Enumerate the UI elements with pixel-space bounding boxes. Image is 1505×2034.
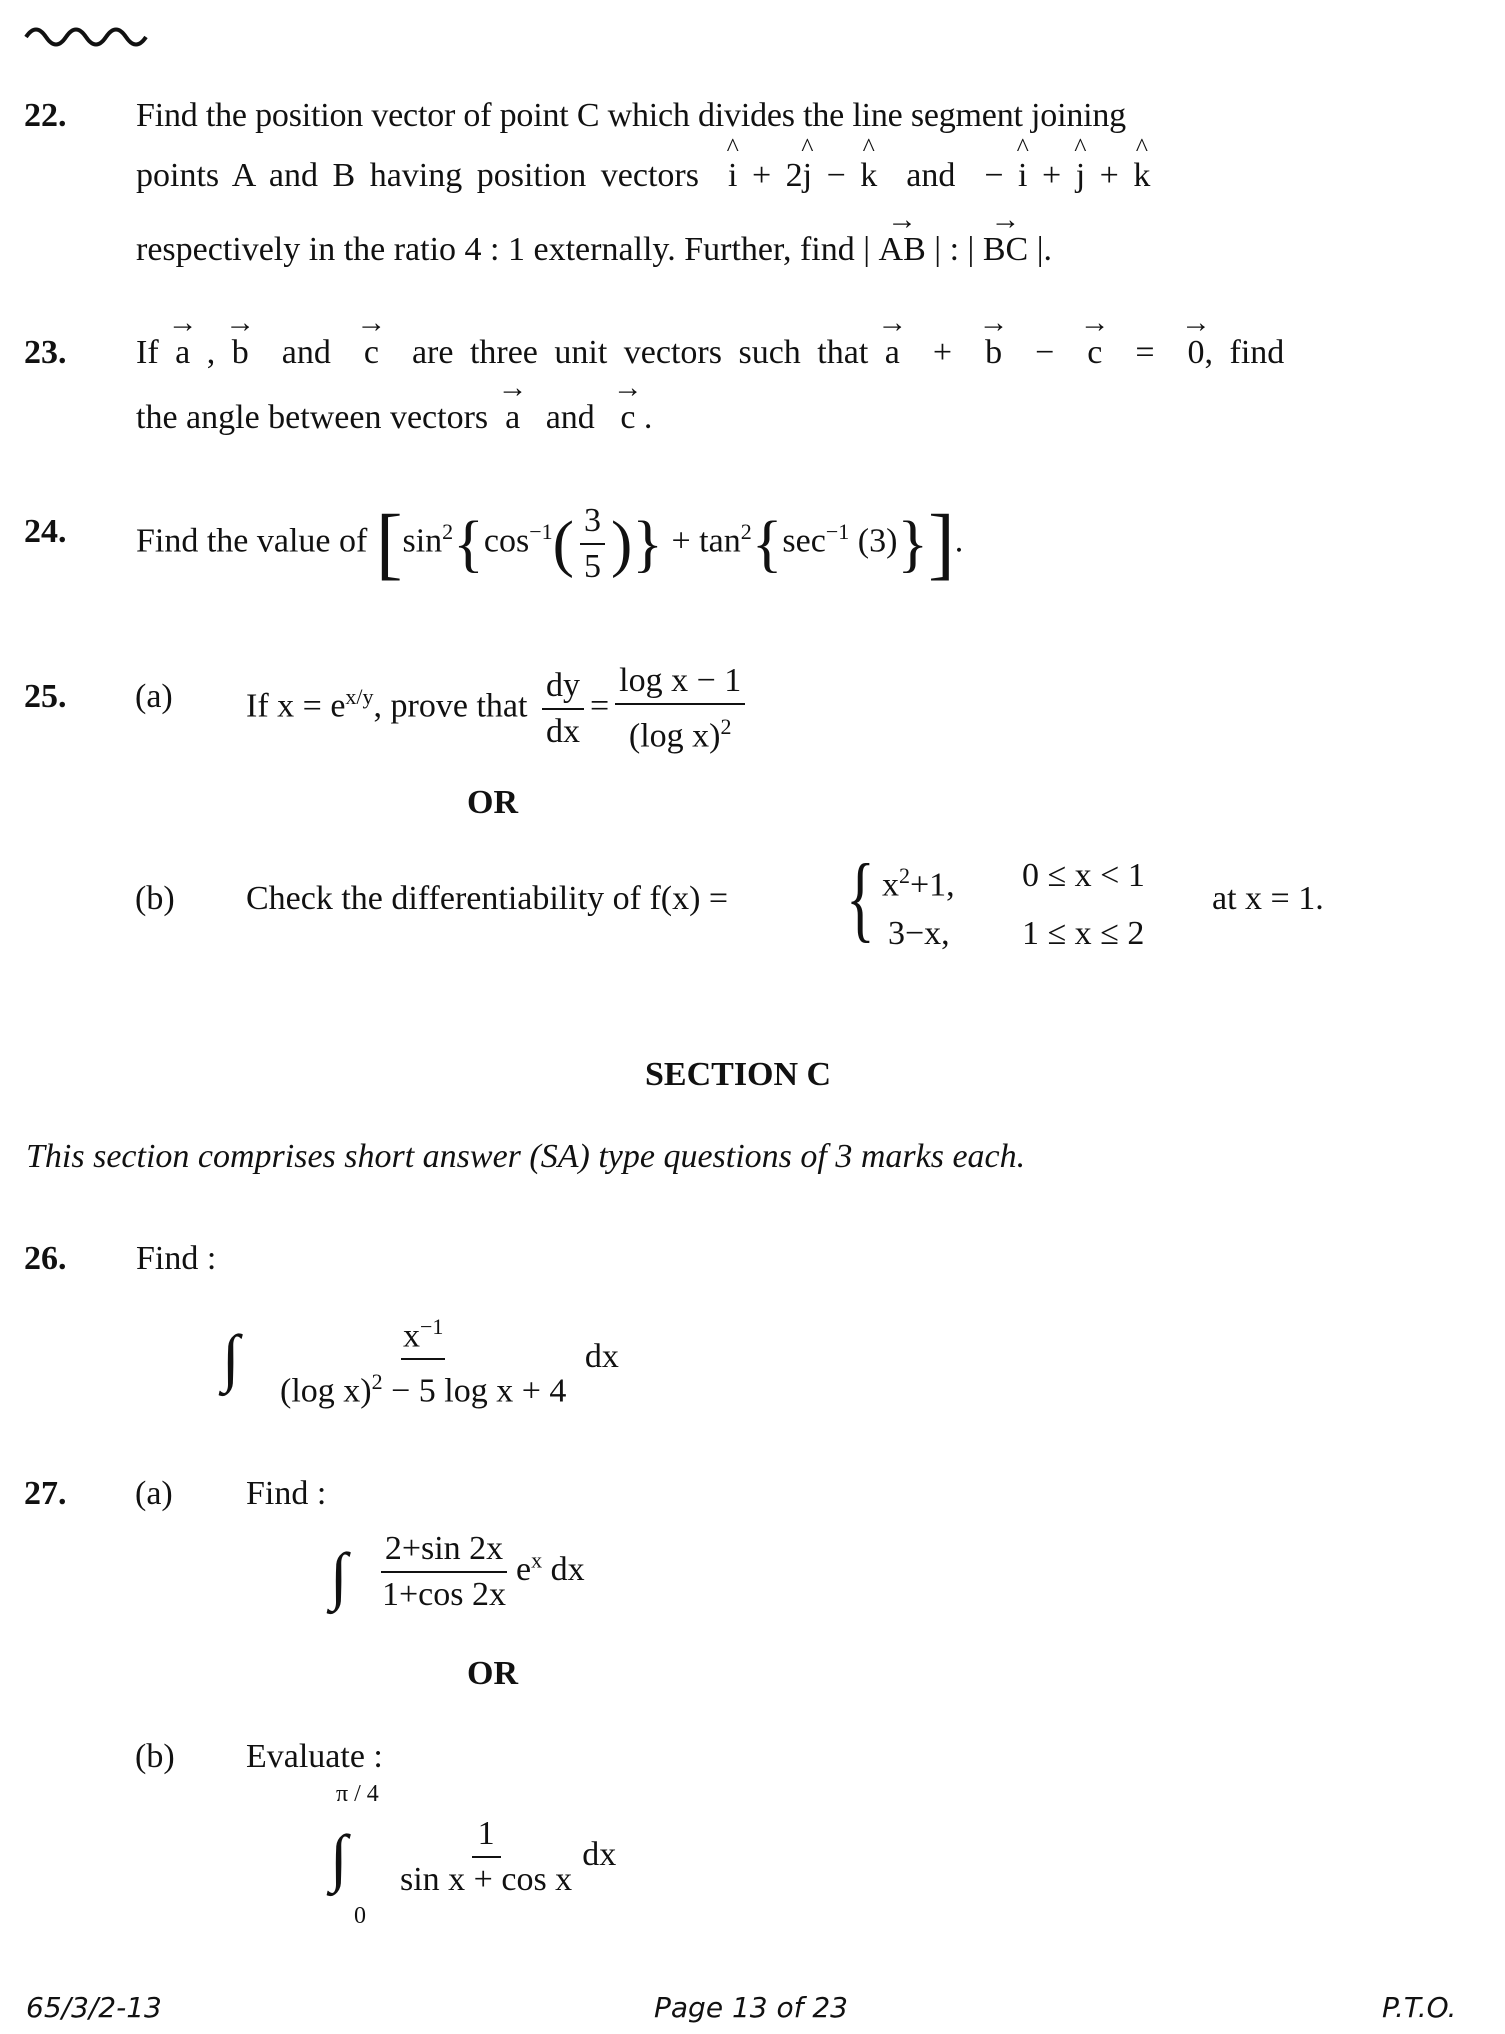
text: If [136, 334, 159, 371]
denominator [276, 1360, 570, 1413]
text: . [954, 522, 964, 560]
integral-sign-icon: ∫ [222, 1322, 240, 1393]
denominator: sin x + cos x [400, 1861, 573, 1898]
integrand [390, 1812, 616, 1902]
question-number: 23. [24, 334, 67, 371]
lower-limit: 0 [354, 1903, 366, 1929]
exponent: x [531, 1547, 543, 1573]
left-paren: ( [552, 507, 574, 579]
question-text: Find the position vector of point C which divides the line segment joining [136, 97, 1126, 134]
text: + [932, 334, 953, 371]
pto-label: P.T.O. [1382, 1991, 1457, 2024]
text: cos [483, 522, 530, 560]
cases-brace: { [846, 845, 875, 951]
text: − [984, 157, 1019, 194]
left-brace: { [751, 507, 783, 579]
case-2-condition: 1 ≤ x ≤ 2 [1022, 915, 1145, 952]
integrand [372, 1527, 585, 1617]
vector-a: → a [505, 398, 520, 438]
vector-c: → c [364, 333, 379, 373]
exponent: 2 [899, 863, 910, 888]
text: |. [1036, 231, 1052, 268]
text: at x = 1. [1212, 880, 1324, 917]
text: respectively in the ratio 4 : 1 externally. Further, find | [136, 231, 871, 268]
question-text-line2 [136, 156, 1150, 196]
text: . [643, 399, 653, 436]
text: +1, [910, 866, 955, 904]
fraction [378, 1527, 510, 1617]
vector-b: → b [232, 333, 249, 373]
exponent: 2 [371, 1369, 383, 1395]
exponent: −1 [825, 519, 850, 544]
text: Find the value of [136, 522, 368, 560]
text: Find : [136, 1240, 217, 1277]
denominator: 5 [583, 547, 601, 585]
right-paren: ) [610, 507, 633, 579]
exponent: 2 [442, 519, 454, 544]
text: (log x) [628, 717, 721, 755]
unit-vector-i: ^ i [1018, 156, 1027, 196]
text: + [1027, 157, 1076, 194]
numerator: 1 [472, 1812, 501, 1858]
question-number: 27. [24, 1475, 67, 1512]
or-label: OR [467, 1655, 518, 1692]
text: sin [402, 522, 443, 560]
denominator: dx [545, 712, 580, 750]
case-2: 3−x, [888, 915, 950, 952]
text: are three unit vectors such that [411, 334, 869, 371]
question-number: 26. [24, 1240, 67, 1277]
unit-vector-k: ^ k [1133, 156, 1150, 196]
right-bracket: ] [928, 499, 955, 588]
text: = [1135, 334, 1155, 371]
vector-b: → b [985, 333, 1002, 373]
text: + [1085, 157, 1134, 194]
vector-a: → a [885, 333, 900, 373]
question-text-line2 [136, 398, 652, 438]
exponent: 2 [720, 713, 732, 739]
denominator: 1+cos 2x [382, 1576, 506, 1613]
text: , prove that [373, 687, 528, 725]
text: e [516, 1550, 532, 1588]
text: − [812, 157, 861, 194]
paper-code: 65/3/2-13 [26, 1991, 162, 2024]
exponent: −1 [529, 519, 553, 544]
text: sec [782, 522, 826, 560]
question-number: 24. [24, 513, 67, 550]
vector-bc: → BC [983, 230, 1028, 270]
numerator [401, 1305, 445, 1360]
page-number: Page 13 of 23 [654, 1991, 848, 2024]
numerator: log x − 1 [615, 659, 745, 705]
text: + 2 [737, 157, 803, 194]
text: Find : [246, 1475, 327, 1512]
vector-c: → c [620, 398, 635, 438]
fraction [542, 664, 584, 754]
part-label: (b) [135, 880, 175, 917]
numerator: 2+sin 2x [381, 1527, 507, 1573]
text: (3) [857, 522, 898, 560]
question-number: 22. [24, 97, 67, 134]
text: , find [1204, 334, 1285, 371]
left-brace: { [453, 507, 484, 579]
unit-vector-j: ^ j [1076, 156, 1085, 196]
part-label: (a) [135, 1475, 173, 1512]
text: x [882, 866, 899, 904]
text: , [206, 334, 216, 371]
part-a-text [246, 647, 751, 758]
part-b-text: Check the differentiability of f(x) = [246, 880, 729, 917]
right-brace: } [632, 507, 663, 579]
question-text-line3 [136, 230, 1052, 270]
right-brace: } [897, 507, 929, 579]
unit-vector-i: ^ i [728, 156, 737, 196]
text: and [906, 157, 956, 194]
numerator: 3 [580, 499, 605, 545]
integrand [270, 1305, 619, 1414]
upper-limit: π / 4 [336, 1781, 379, 1807]
exponent: 2 [740, 519, 752, 544]
integral-sign-icon: ∫ [330, 1540, 348, 1611]
exponent: x/y [345, 684, 374, 709]
vector-c: → c [1087, 333, 1102, 373]
vector-ab: → AB [879, 230, 926, 270]
text: If x = e [246, 687, 346, 725]
part-label: (a) [135, 678, 173, 715]
numerator: dy [542, 664, 584, 710]
text: x [402, 1317, 420, 1355]
text: Evaluate : [246, 1738, 383, 1775]
fraction [276, 1305, 570, 1414]
question-text [136, 482, 963, 591]
text: dx [542, 1550, 585, 1588]
fraction [396, 1812, 576, 1902]
integral-sign-icon: ∫ [330, 1822, 348, 1893]
text: dx [582, 1835, 617, 1873]
text: points A and B having position vectors [136, 157, 699, 194]
text: − [1035, 334, 1055, 371]
text: + tan [671, 522, 741, 560]
text: − 5 log x + 4 [382, 1372, 567, 1410]
question-text [136, 333, 1284, 373]
case-1 [882, 856, 955, 905]
unit-vector-j: ^ j [803, 156, 812, 196]
section-title: SECTION C [645, 1056, 832, 1093]
exponent: −1 [419, 1314, 444, 1339]
fraction [580, 499, 605, 589]
text: and [545, 399, 595, 436]
squiggle-mark-icon [24, 22, 159, 52]
zero-vector: → 0 [1188, 333, 1205, 373]
text: and [281, 334, 331, 371]
question-number: 25. [24, 678, 67, 715]
section-note: This section comprises short answer (SA) type questions of 3 marks each. [26, 1138, 1026, 1175]
or-label: OR [467, 784, 518, 821]
text: the angle between vectors [136, 399, 489, 436]
part-label: (b) [135, 1738, 175, 1775]
left-bracket: [ [375, 499, 403, 588]
vector-a: → a [175, 333, 190, 373]
text: = [589, 687, 610, 725]
text: dx [584, 1338, 619, 1376]
denominator [625, 705, 736, 758]
case-1-condition: 0 ≤ x < 1 [1022, 857, 1145, 894]
text: | : | [934, 231, 975, 268]
unit-vector-k: ^ k [860, 156, 877, 196]
fraction [615, 659, 745, 758]
text: (log x) [280, 1372, 372, 1410]
